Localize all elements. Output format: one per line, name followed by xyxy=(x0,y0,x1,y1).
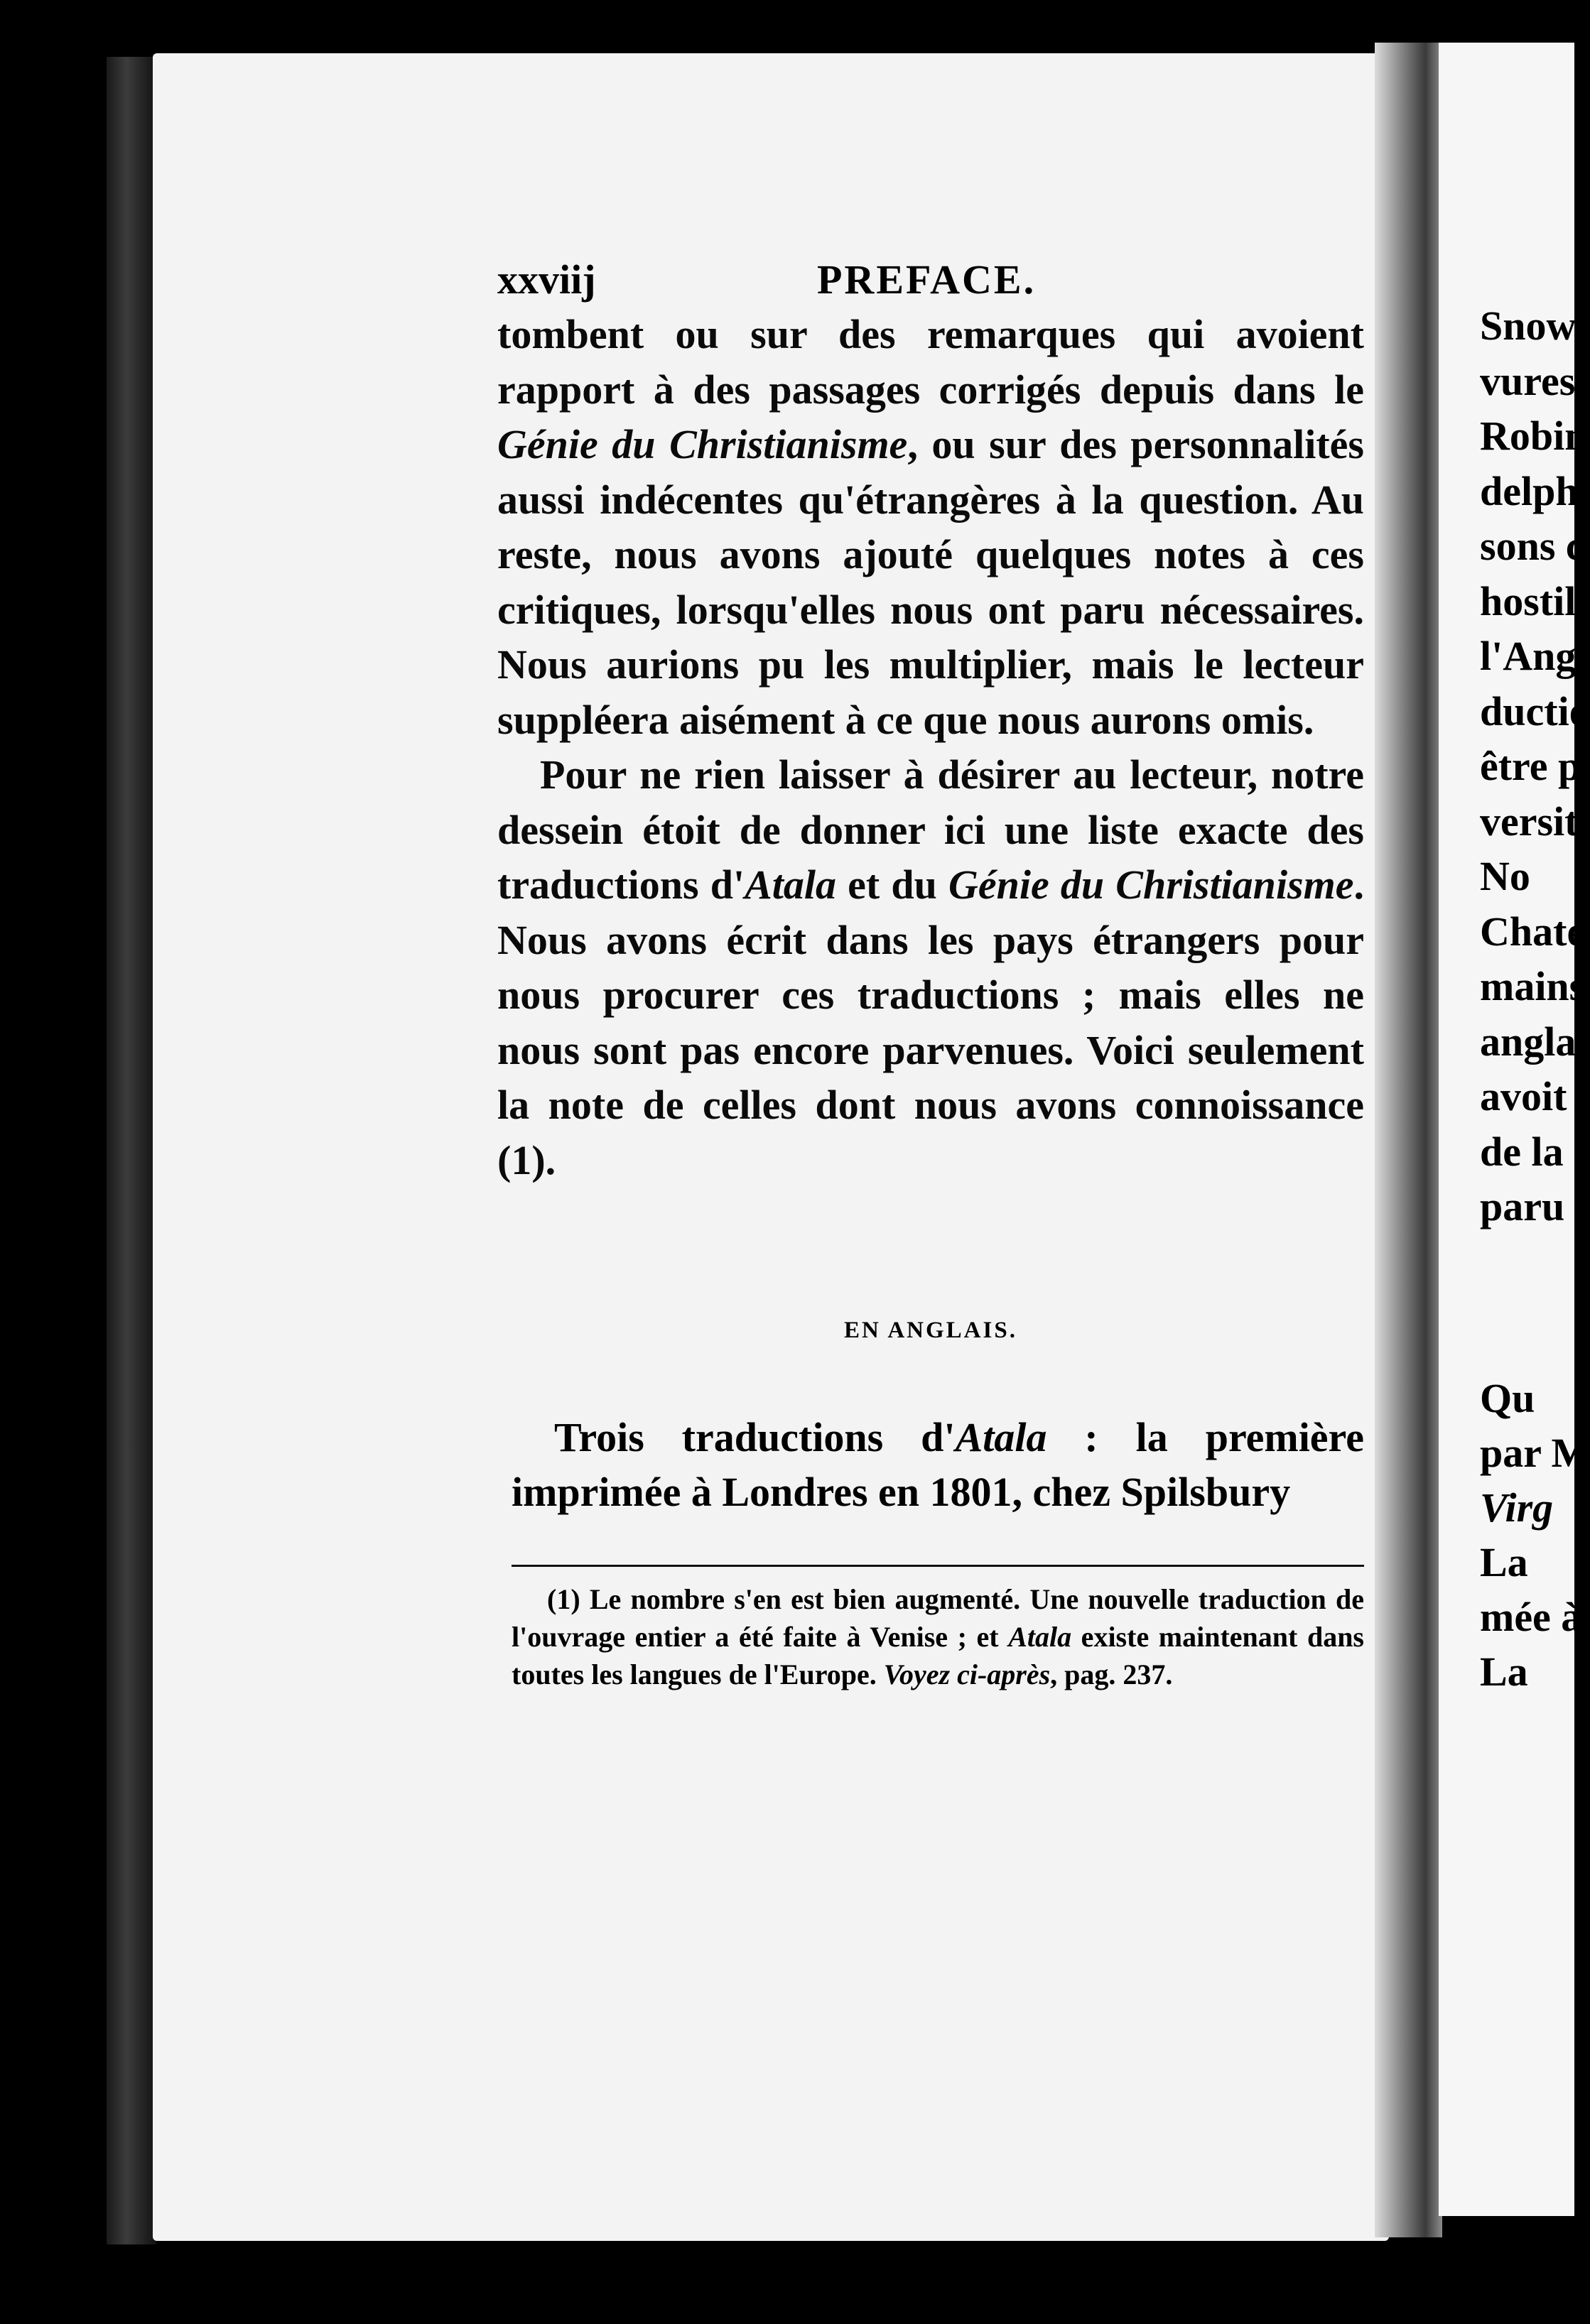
right-page-text-top xyxy=(1480,298,1590,1234)
page-number: xxviij xyxy=(497,256,596,303)
right-line: l'Ang xyxy=(1480,633,1577,679)
right-line: No xyxy=(1480,853,1530,899)
right-line: Chate xyxy=(1480,908,1586,955)
right-line: versit xyxy=(1480,798,1579,845)
right-line: sons c xyxy=(1480,523,1584,569)
right-line: hostil xyxy=(1480,577,1577,624)
book-spine xyxy=(107,57,156,2244)
right-line: par M xyxy=(1480,1430,1590,1476)
right-line: delph xyxy=(1480,467,1579,514)
translations-paragraph: Trois traductions d'Atala : la première imprimée à Londres en 1801, chez Spilsbury xyxy=(512,1414,1364,1515)
paragraph-2: Pour ne rien laisser à désirer au lecteur, notre dessein étoit de donner ici une liste exacte des traductions d'Atala et du Génie du Christianisme. Nous avons écrit dans les pays étrangers pour nous procurer ces traductions ; mais elles ne nous sont pas encore parvenues. Voici seulement la note de celles dont nous avons connoissance (1). xyxy=(497,751,1364,1183)
right-line: avoit xyxy=(1480,1073,1567,1119)
footnote: (1) Le nombre s'en est bien augmenté. Une nouvelle traduction de l'ouvrage entier a été faite à Venise ; et Atala existe maintenant dans toutes les langues de l'Europe. Voyez ci-après, pag. 237. xyxy=(512,1583,1365,1690)
right-line: être p xyxy=(1480,743,1581,789)
right-line: ductio xyxy=(1480,688,1590,734)
running-header xyxy=(497,256,1364,313)
page-gutter xyxy=(1375,43,1442,2237)
right-page-text-bottom xyxy=(1480,1371,1590,1699)
right-line: de la xyxy=(1480,1128,1564,1175)
paragraph-1: tombent ou sur des remarques qui avoient rapport à des passages corrigés depuis dans le Génie du Christianisme, ou sur des personnalités aussi indécentes qu'étrangères à la question. Au reste, nous avons ajouté quelques notes à ces critiques, lorsqu'elles nous ont paru nécessaires. Nous aurions pu les multiplier, mais le lecteur suppléera aisément à ce que nous aurons omis. xyxy=(497,311,1364,743)
right-line: La xyxy=(1480,1539,1528,1585)
footnote-rule xyxy=(512,1565,1364,1567)
right-line: Snow xyxy=(1480,303,1577,349)
section-heading: EN ANGLAIS. xyxy=(844,1318,1017,1343)
right-line: vures xyxy=(1480,357,1576,404)
right-line: mains xyxy=(1480,963,1586,1009)
main-text xyxy=(497,307,1364,1188)
right-line: Virg xyxy=(1480,1484,1554,1531)
right-line: Robin xyxy=(1480,413,1588,459)
running-title: PREFACE. xyxy=(817,256,1037,303)
right-line: Qu xyxy=(1480,1375,1535,1421)
right-line: La xyxy=(1480,1649,1528,1695)
right-line: angla xyxy=(1480,1018,1577,1065)
right-line: paru xyxy=(1480,1183,1565,1229)
right-line: mée à xyxy=(1480,1594,1582,1640)
